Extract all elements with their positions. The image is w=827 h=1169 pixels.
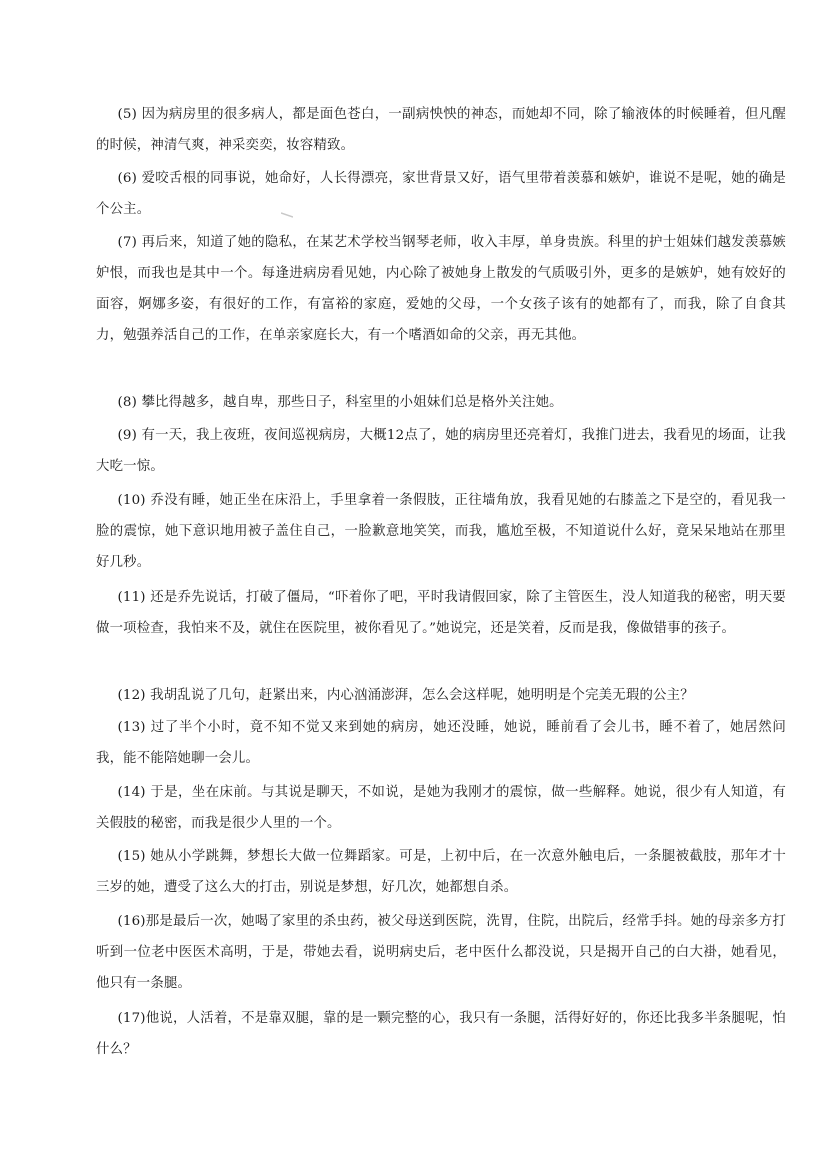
paragraph-17: (17)他说，人活着，不是靠双腿，靠的是一颗完整的心，我只有一条腿，活得好好的，你还比我多半条腿呢，怕什么？ (96, 1011, 786, 1057)
paragraph-8: (8) 攀比得越多，越自卑，那些日子，科室里的小姐妹们总是格外关注她。 (117, 395, 563, 410)
paragraph-10: (10) 乔没有睡，她正坐在床沿上，手里拿着一条假肢，正往墙角放，我看见她的右膝盖之下是空的，看见我一脸的震惊，她下意识地用被子盖住自己，一脸歉意地笑笑，而我，尴尬至极，不知道说什么好，竟呆呆地站在那里好几秒。 (96, 493, 786, 570)
paragraph-6: (6) 爱咬舌根的同事说，她命好，人长得漂亮，家世背景又好，语气里带着羡慕和嫉妒，谁说不是呢，她的确是个公主。 (96, 171, 786, 217)
paragraph-9: (9) 有一天，我上夜班，夜间巡视病房，大概12点了，她的病房里还亮着灯，我推门进去，我看见的场面，让我大吃一惊。 (96, 428, 786, 474)
paragraph-14: (14) 于是，坐在床前。与其说是聊天，不如说，是她为我刚才的震惊，做一些解释。她说，很少有人知道，有关假肢的秘密，而我是很少人里的一个。 (96, 785, 786, 831)
paragraph-5: (5) 因为病房里的很多病人，都是面色苍白，一副病怏怏的神态，而她却不同，除了输液体的时候睡着，但凡醒的时候，神清气爽，神采奕奕，妆容精致。 (96, 107, 786, 153)
paragraph-13: (13) 过了半个小时，竟不知不觉又来到她的病房，她还没睡，她说，睡前看了会儿书，睡不着了，她居然问我，能不能陪她聊一会儿。 (96, 720, 786, 766)
paragraph-7: (7) 再后来，知道了她的隐私，在某艺术学校当钢琴老师，收入丰厚，单身贵族。科里的护士姐妹们越发羡慕嫉妒恨，而我也是其中一个。每逢进病房看见她，内心除了被她身上散发的气质吸引外，更多的是嫉妒，她有姣好的面容，婀娜多姿，有很好的工作，有富裕的家庭，爱她的父母，一个女孩子该有的她都有了，而我，除了自食其力，勉强养活自己的工作，在单亲家庭长大，有一个嗜酒如命的父亲，再无其他。 (96, 235, 786, 343)
paragraph-12: (12) 我胡乱说了几句，赶紧出来，内心汹涌澎湃，怎么会这样呢，她明明是个完美无瑕的公主？ (117, 688, 694, 703)
paragraph-11: (11) 还是乔先说话，打破了僵局，“吓着你了吧，平时我请假回家，除了主管医生，没人知道我的秘密，明天要做一项检查，我怕来不及，就住在医院里，被你看见了。”她说完，还是笑着，反而是我，像做错事的孩子。 (96, 590, 786, 636)
paragraph-15: (15) 她从小学跳舞，梦想长大做一位舞蹈家。可是，上初中后，在一次意外触电后，一条腿被截肢，那年才十三岁的她，遭受了这么大的打击，别说是梦想，好几次，她都想自杀。 (96, 849, 786, 895)
paragraph-16: (16)那是最后一次，她喝了家里的杀虫药，被父母送到医院，洗胃，住院，出院后，经常手抖。她的母亲多方打听到一位老中医医术高明，于是，带她去看，说明病史后，老中医什么都没说，只是揭开自己的白大褂，她看见，他只有一条腿。 (96, 914, 786, 991)
